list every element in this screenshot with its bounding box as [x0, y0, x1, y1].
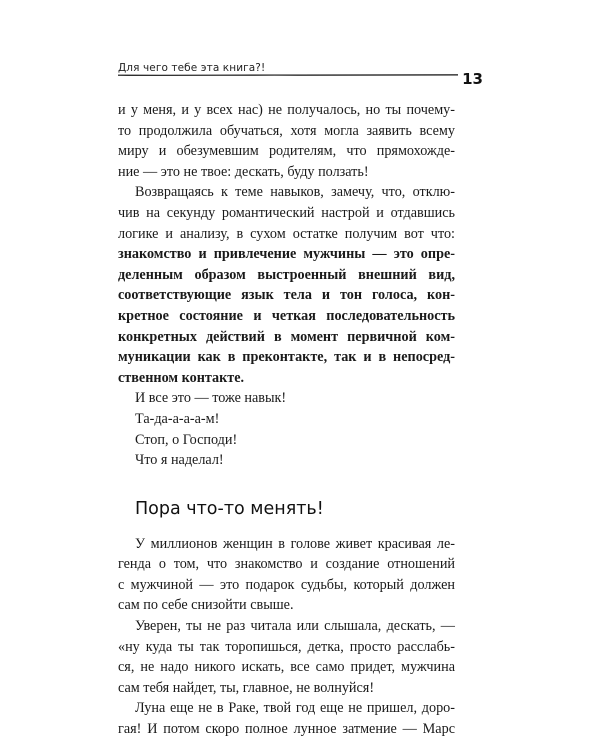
text-line: У миллионов женщин в голове живет красивая ле-	[135, 535, 455, 552]
running-title: Для чего тебе эта книга?!	[118, 62, 266, 74]
text-line: логике и анализу, в сухом остатке получим вот что:	[118, 225, 455, 242]
bold-line: кретное состояние и четкая последовательность	[118, 307, 455, 324]
text-line: чив на секунду романтический настрой и отдавшись	[118, 204, 455, 221]
paragraph-3	[118, 534, 455, 616]
bold-line: конкретных действий в момент первичной ком-	[118, 328, 455, 345]
text-line: Та-да-а-а-а-м!	[135, 410, 220, 427]
bold-line: знакомство и привлечение мужчины — это опре-	[118, 246, 455, 263]
text-line: с мужчиной — это подарок судьбы, который должен	[118, 576, 455, 593]
paragraph-4	[118, 616, 455, 698]
text-line: миру и обезумевшим родителям, что прямохожде-	[118, 143, 455, 160]
bold-line: ственном контакте.	[118, 369, 245, 386]
section-heading: Пора что-то менять!	[135, 498, 324, 519]
bold-line: муникации как в преконтакте, так и в непосред-	[118, 349, 455, 366]
running-header	[118, 53, 483, 93]
paragraph-5	[118, 698, 455, 739]
paragraph-2	[118, 182, 455, 244]
text-line: Что я наделал!	[135, 452, 224, 469]
text-line: ние — это не твое: дескать, буду ползать!	[118, 163, 369, 180]
text-line: то продолжила обучаться, хотя могла заявить всему	[118, 122, 455, 139]
text-line: Луна еще не в Раке, твой год еще не пришел, доро-	[135, 700, 455, 717]
text-line: гая! И потом скоро полное лунное затмение — Марс	[118, 721, 455, 738]
header-rule	[118, 70, 458, 80]
text-line: генда о том, что знакомство и создание отношений	[118, 556, 455, 573]
bold-line: соответствующие язык тела и тон голоса, кон-	[118, 287, 455, 304]
text-line: Стоп, о Господи!	[135, 431, 238, 448]
text-line: ся, не надо никого искать, все само придет, мужчина	[118, 659, 455, 676]
text-line: «ну куда ты так торопишься, детка, просто расслабь-	[118, 638, 455, 655]
text-line: сам по себе снизойти свыше.	[118, 597, 294, 614]
text-line: и у меня, и у всех нас) не получалось, но ты почему-	[118, 102, 455, 118]
text-line: Возвращаясь к теме навыков, замечу, что, отклю-	[135, 184, 455, 201]
text-line: И все это — тоже навык!	[135, 390, 287, 407]
text-line: сам тебя найдет, ты, главное, не волнуйся!	[118, 679, 375, 696]
paragraph-1	[118, 100, 455, 182]
page-number: 13	[462, 70, 483, 88]
text-line: Уверен, ты не раз читала или слышала, дескать, —	[135, 618, 455, 635]
page-body	[118, 100, 455, 740]
bold-line: деленным образом выстроенный внешний вид,	[118, 266, 455, 283]
bold-passage	[118, 244, 455, 388]
short-lines	[118, 388, 455, 470]
